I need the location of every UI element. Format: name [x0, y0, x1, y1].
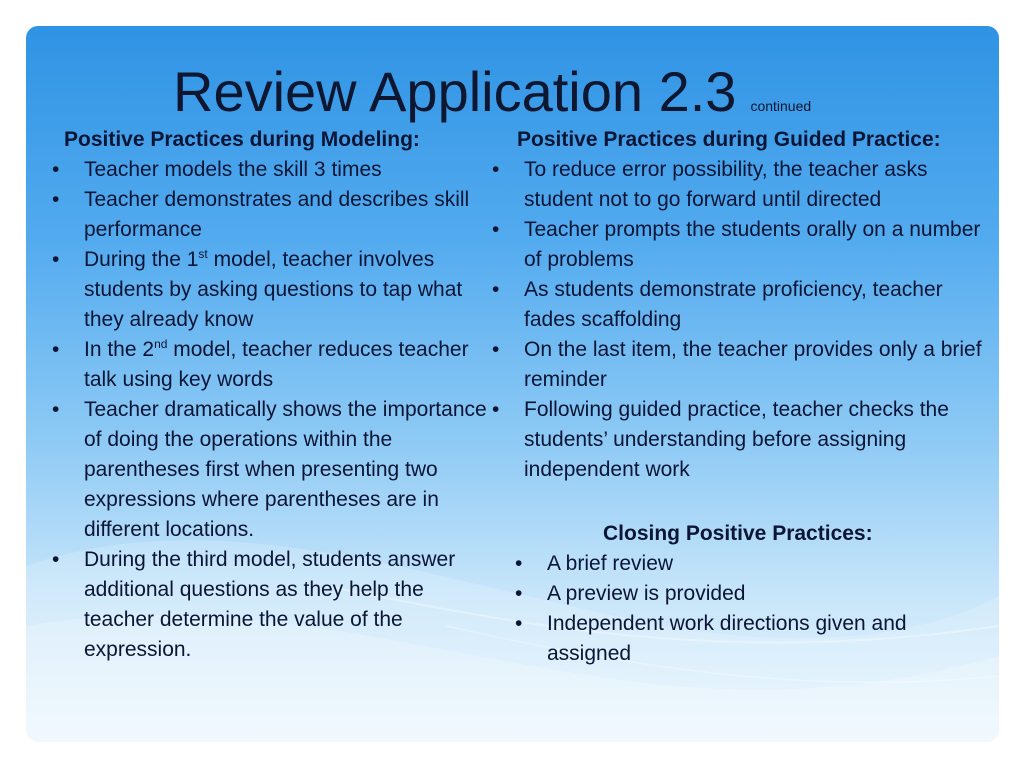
- bullet-icon: •: [515, 612, 523, 635]
- list-item: [492, 155, 992, 215]
- list-item: [515, 549, 985, 579]
- title-row: [173, 44, 811, 124]
- list-item: [52, 155, 492, 185]
- content-panel: [26, 26, 999, 742]
- bullet-icon: •: [515, 582, 523, 605]
- item-text-post: model, teacher involves students by asking questions to tap what they already know: [84, 248, 463, 331]
- ordinal-suffix: nd: [154, 337, 168, 351]
- guided-practice-column: [492, 125, 992, 485]
- item-text: Independent work directions given and assigned: [547, 612, 907, 665]
- bullet-icon: •: [52, 338, 60, 361]
- item-text: Teacher prompts the students orally on a number of problems: [524, 218, 981, 271]
- list-item: [52, 245, 492, 335]
- bullet-icon: •: [52, 188, 60, 211]
- list-item: [52, 545, 492, 665]
- list-item: [492, 215, 992, 275]
- guided-practice-list: [492, 155, 992, 485]
- bullet-icon: •: [492, 278, 500, 301]
- bullet-icon: •: [492, 158, 500, 181]
- item-text: As students demonstrate proficiency, teacher fades scaffolding: [524, 278, 943, 331]
- slide-title: Review Application 2.3: [173, 60, 737, 123]
- item-text: On the last item, the teacher provides only a brief reminder: [524, 338, 982, 391]
- list-item: [492, 395, 992, 485]
- list-item: [52, 185, 492, 245]
- bullet-icon: •: [52, 248, 60, 271]
- bullet-icon: •: [492, 398, 500, 421]
- list-item: [492, 335, 992, 395]
- closing-heading: Closing Positive Practices:: [603, 522, 873, 545]
- item-text-pre: In the 2: [84, 338, 155, 361]
- item-text: Following guided practice, teacher checks the students’ understanding before assigning independent work: [524, 398, 949, 481]
- closing-list: [515, 549, 985, 669]
- bullet-icon: •: [492, 338, 500, 361]
- list-item: [515, 609, 985, 669]
- item-text-pre: During the 1: [84, 248, 199, 271]
- list-item: [515, 579, 985, 609]
- bullet-icon: •: [515, 552, 523, 575]
- bullet-icon: •: [52, 158, 60, 181]
- list-item: [52, 335, 492, 395]
- item-text: Teacher demonstrates and describes skill performance: [84, 188, 470, 241]
- item-text: Teacher models the skill 3 times: [84, 158, 382, 181]
- title-suffix: continued: [750, 98, 812, 114]
- modeling-heading: Positive Practices during Modeling:: [64, 128, 420, 151]
- item-text: A brief review: [547, 552, 674, 575]
- bullet-icon: •: [52, 548, 60, 571]
- item-text: Teacher dramatically shows the importance of doing the operations within the parentheses first when presenting two expressions where parentheses are in different locations.: [84, 398, 487, 541]
- list-item: [492, 275, 992, 335]
- guided-practice-heading: Positive Practices during Guided Practice:: [517, 128, 941, 151]
- item-text: To reduce error possibility, the teacher asks student not to go forward until directed: [524, 158, 928, 211]
- modeling-list: [52, 155, 492, 665]
- bullet-icon: •: [492, 218, 500, 241]
- item-text: During the third model, students answer additional questions as they help the teacher determine the value of the expression.: [84, 548, 456, 661]
- closing-column: [515, 519, 985, 669]
- ordinal-suffix: st: [198, 247, 208, 261]
- modeling-column: [52, 125, 492, 665]
- item-text: A preview is provided: [547, 582, 746, 605]
- bullet-icon: •: [52, 398, 60, 421]
- item-text-post: model, teacher reduces teacher talk using key words: [84, 338, 469, 391]
- list-item: [52, 395, 492, 545]
